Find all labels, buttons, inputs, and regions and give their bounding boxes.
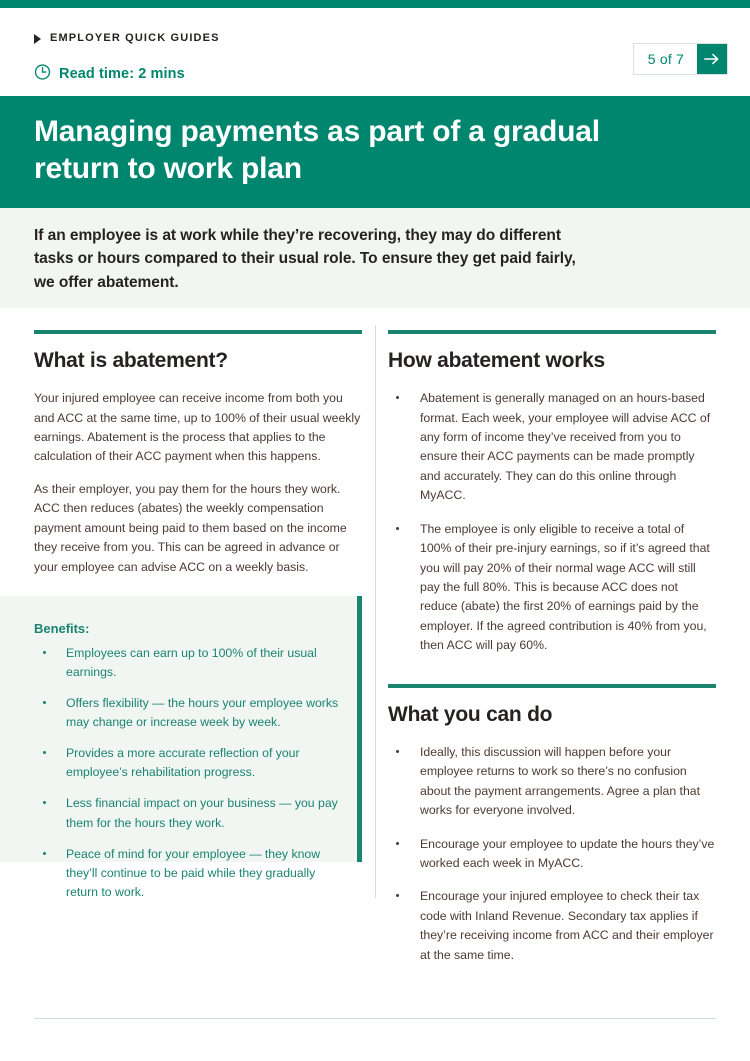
clock-icon: [34, 63, 51, 85]
page-title: Managing payments as part of a gradual return to work plan: [34, 115, 600, 185]
benefits-heading: Benefits:: [34, 621, 90, 636]
intro-panel: [0, 208, 750, 308]
footer-divider: [34, 1018, 716, 1019]
section-rule: [388, 330, 716, 334]
list-item: Encourage your injured employee to check their tax code with Inland Revenue. Secondary tax applies if they’re receiving income from ACC and their employer at the same time.: [388, 887, 716, 965]
next-page-button[interactable]: [697, 44, 727, 74]
column-divider: [375, 325, 376, 898]
arrow-right-icon: [704, 52, 720, 66]
list-item: Employees can earn up to 100% of their usual earnings.: [34, 644, 344, 682]
list-item: Offers flexibility — the hours your employee works may change or increase week by week.: [34, 694, 344, 732]
left-paragraph: As their employer, you pay them for the hours they work. ACC then reduces (abates) the weekly compensation payment amount being paid to them based on the income they receive from you. This can be agreed in advance or your employee can advise ACC on a weekly basis.: [34, 481, 347, 574]
right-column: [388, 330, 716, 965]
title-banner: [0, 96, 750, 208]
list-item: Ideally, this discussion will happen before your employee returns to work so there’s no confusion about the payment arrangements. Agree a plan that works for everyone involved.: [388, 743, 716, 821]
left-paragraph: Your injured employee can receive income from both you and ACC at the same time, up to 100% of their usual weekly earnings. Abatement is the process that applies to the calculation of their ACC payment when this happens.: [34, 391, 361, 464]
top-accent-bar: [0, 0, 750, 8]
intro-text: If an employee is at work while they’re recovering, they may do different tasks or hours compared to their usual role. To ensure they get paid fairly, we offer abatement.: [34, 227, 576, 291]
read-time-label: Read time: 2 mins: [59, 65, 185, 82]
page-header: [0, 8, 750, 96]
benefits-panel: [0, 596, 362, 899]
what-you-can-do-list: [388, 743, 716, 965]
pagination-control[interactable]: [633, 43, 728, 75]
benefits-accent-bar: [357, 596, 362, 862]
page-indicator: 5 of 7: [647, 51, 684, 67]
list-item: Less financial impact on your business — you pay them for the hours they work.: [34, 794, 344, 832]
list-item: Peace of mind for your employee — they know they’ll continue to be paid while they gradually return to work.: [34, 845, 344, 902]
breadcrumb-label: EMPLOYER QUICK GUIDES: [50, 32, 220, 44]
list-item: Provides a more accurate reflection of your employee’s rehabilitation progress.: [34, 744, 344, 782]
right-section-one-heading: How abatement works: [388, 349, 605, 372]
section-rule: [388, 684, 716, 688]
read-time: [34, 63, 185, 85]
section-rule: [34, 330, 362, 334]
left-column: [34, 330, 362, 577]
list-item: Encourage your employee to update the hours they’ve worked each week in MyACC.: [388, 835, 716, 874]
benefits-list: [34, 644, 344, 902]
how-abatement-works-list: [388, 389, 716, 655]
right-section-two-heading: What you can do: [388, 702, 553, 726]
list-item: Abatement is generally managed on an hours-based format. Each week, your employee will advise ACC of any form of income they’ve received from you to ensure their ACC payments can be made promptly and accurately. They can do this online through MyACC.: [388, 389, 716, 506]
list-item: The employee is only eligible to receive a total of 100% of their pre-injury earnings, so if it’s agreed that you will pay 20% of their normal wage ACC will still pay the full 80%. This is because ACC does not reduce (abate) the first 20% of earnings paid by the employer. If the agreed contribution is 40% from you, then ACC will pay 60%.: [388, 520, 716, 656]
breadcrumb: [34, 33, 220, 44]
left-section-heading: What is abatement?: [34, 349, 228, 372]
play-triangle-icon: [34, 34, 41, 44]
